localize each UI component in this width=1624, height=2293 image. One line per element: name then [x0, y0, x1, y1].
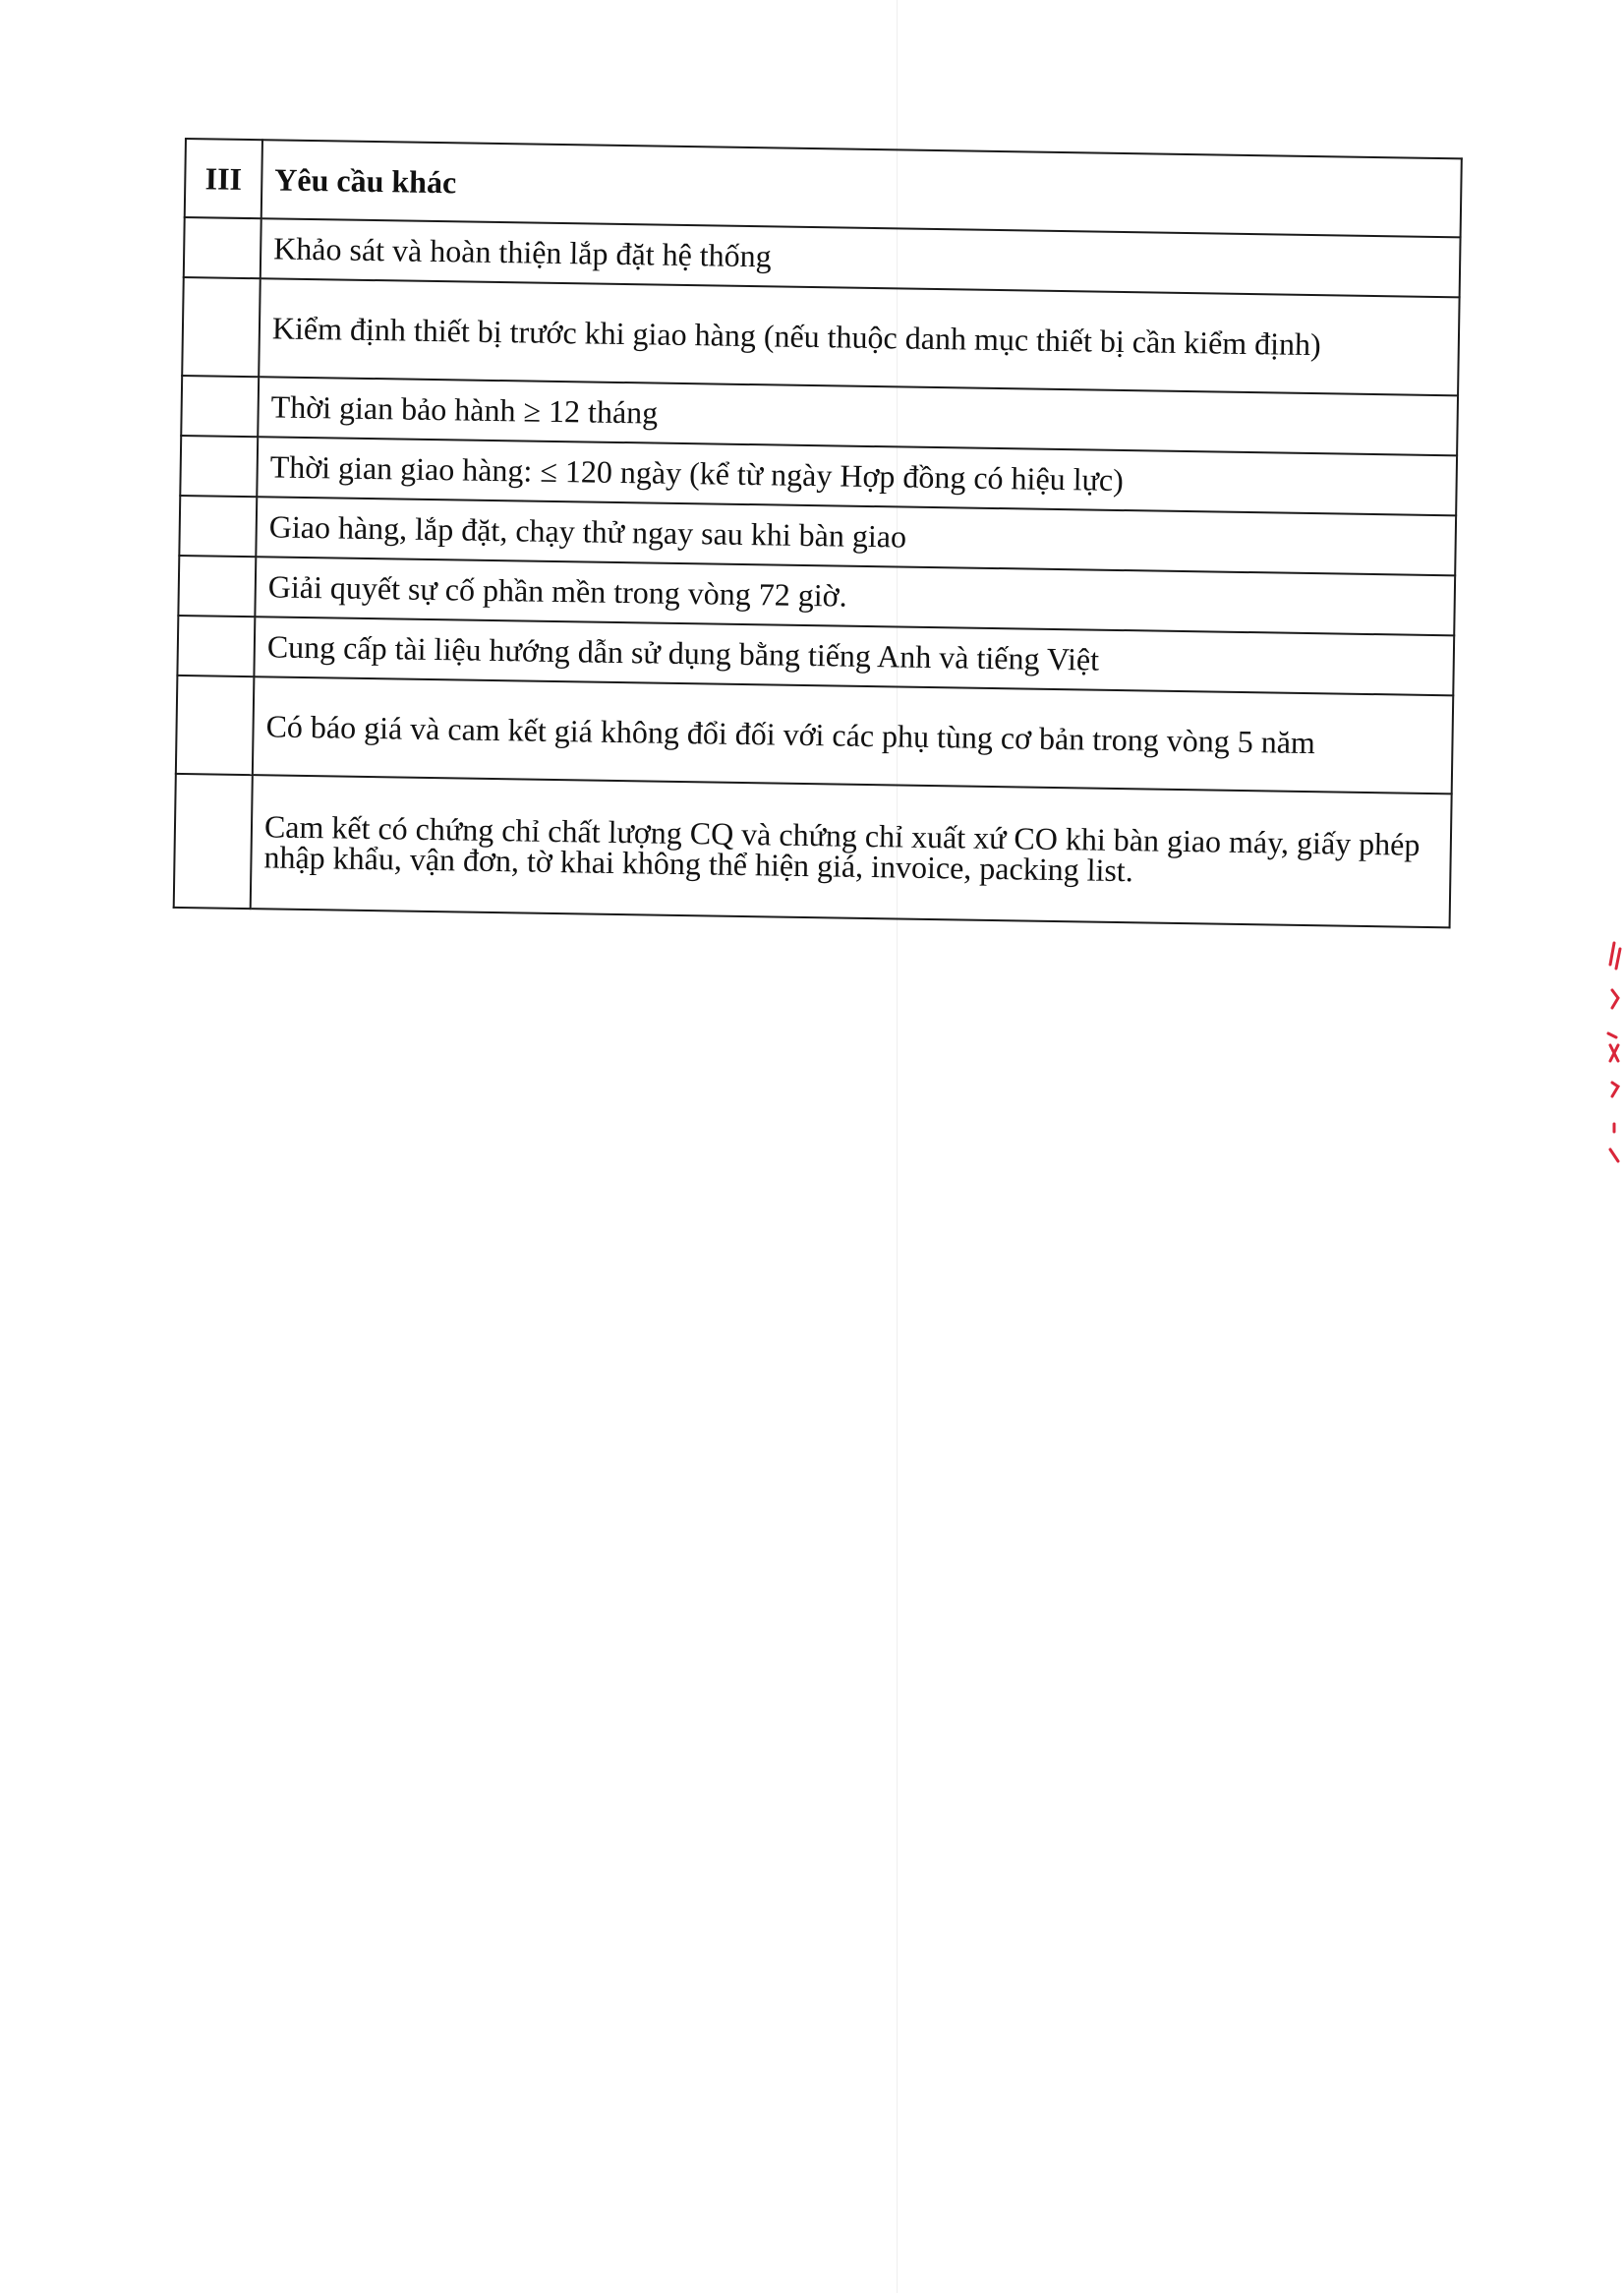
- row-text: Cam kết có chứng chỉ chất lượng CQ và chứng chỉ xuất xứ CO khi bàn giao máy, giấy phép nhập khẩu, vận đơn, tờ khai không thể hiện giá, invoice, packing list.: [251, 775, 1452, 927]
- row-text: Có báo giá và cam kết giá không đổi đối với các phụ tùng cơ bản trong vòng 5 năm: [253, 676, 1453, 794]
- row-text: Thời gian giao hàng: ≤ 120 ngày (kể từ ngày Hợp đồng có hiệu lực): [257, 437, 1457, 515]
- row-text: Kiểm định thiết bị trước khi giao hàng (nếu thuộc danh mục thiết bị cần kiểm định): [259, 278, 1459, 395]
- row-text: Khảo sát và hoàn thiện lắp đặt hệ thống: [261, 218, 1461, 297]
- row-text: Cung cấp tài liệu hướng dẫn sử dụng bằng tiếng Anh và tiếng Việt: [254, 617, 1454, 695]
- row-number-cell: [176, 676, 255, 775]
- row-number-cell: [174, 774, 253, 909]
- row-number-cell: [180, 436, 258, 497]
- row-number-cell: [182, 277, 261, 377]
- row-text: Thời gian bảo hành ≥ 12 tháng: [258, 377, 1458, 455]
- row-text: Giao hàng, lắp đặt, chạy thử ngay sau khi bàn giao: [256, 497, 1456, 575]
- section-title: Yêu cầu khác: [261, 140, 1462, 237]
- table-row: [174, 774, 1452, 927]
- row-number-cell: [181, 376, 259, 437]
- requirements-table: [173, 138, 1463, 928]
- row-number-cell: [179, 496, 257, 557]
- row-number-cell: [177, 616, 255, 676]
- row-number-cell: [184, 217, 261, 278]
- red-stamp-fragment: [1600, 939, 1624, 1170]
- section-number: III: [185, 139, 262, 218]
- row-text: Giải quyết sự cố phần mền trong vòng 72 giờ.: [255, 557, 1455, 635]
- row-number-cell: [178, 556, 256, 617]
- requirements-table-container: [173, 138, 1463, 928]
